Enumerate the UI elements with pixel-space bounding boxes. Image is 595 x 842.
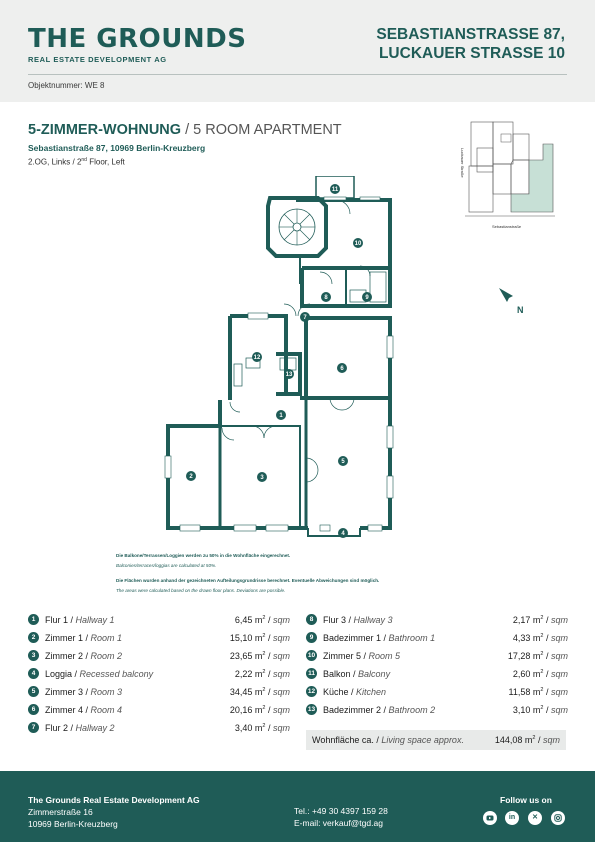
follow-us-label: Follow us on [500,795,552,805]
area-sup: 2 [262,723,266,729]
area-sup: 2 [532,735,536,741]
room-list-left [28,614,290,740]
room-name-en: Room 2 [90,651,123,661]
room-name-de: Zimmer 2 [45,651,83,661]
living-space-value: 144,08 $m^2$ / sqm [494,735,560,745]
room-area-value: 4,33 m [512,633,541,643]
area-sup: 2 [540,687,544,693]
room-area: 15,10 $m^2$ / sqm [229,633,290,643]
note-areas-en: The areas were calculated based on the drawn floor plans. Deviations are possible. [116,588,286,593]
room-name-de: Zimmer 3 [45,687,83,697]
plan-label-12: 12 [253,355,261,361]
area-sup: 2 [262,615,266,621]
floor-en-num: 2 [76,157,82,167]
room-name-de: Zimmer 1 [45,633,83,643]
room-name: Loggia / Recessed balcony [45,669,154,679]
room-number-badge: 5 [28,686,39,697]
room-name-de: Zimmer 5 [323,651,361,661]
area-sup: 2 [262,705,266,711]
room-area-unit: sqm [550,615,568,625]
note-balcony-de: Die Balkone/Terrassen/Loggien werden zu 50% in die Wohnfläche eingerechnet. [116,553,291,558]
room-name-de: Badezimmer 2 [323,705,382,715]
title-en: 5 ROOM APARTMENT [193,122,342,138]
room-area: 3,40 $m^2$ / sqm [234,723,290,733]
room-name-en: Room 3 [90,687,123,697]
room-area: 6,45 $m^2$ / sqm [234,615,290,625]
room-name: Badezimmer 1 / Bathroom 1 [323,633,436,643]
living-space-number: 144,08 m [494,735,533,745]
room-row [306,650,568,668]
room-name-en: Room 4 [90,705,123,715]
room-name: Zimmer 1 / Room 1 [45,633,123,643]
room-row [28,686,290,704]
room-row [306,668,568,686]
header-divider [28,74,567,75]
room-number-badge: 6 [28,704,39,715]
area-sup: 2 [262,687,266,693]
room-row [28,632,290,650]
site-plan-side-label: Luckauer Straße [460,148,465,178]
room-area-value: 3,10 m [512,705,541,715]
room-area-value: 2,22 m [234,669,263,679]
plan-label-13: 13 [285,372,293,378]
plan-label-11: 11 [331,187,339,193]
room-area-unit: sqm [272,633,290,643]
area-sup: 2 [540,651,544,657]
room-area: 34,45 $m^2$ / sqm [229,687,290,697]
north-arrow-icon [497,286,527,316]
living-space-label: Wohnfläche ca. / Living space approx. [312,735,464,745]
floor-de: 2.OG, Links [28,157,71,167]
object-number: Objektnummer: WE 8 [28,81,105,90]
logo: THE GROUNDS [28,24,247,54]
floor-plan [160,176,400,546]
room-area: 4,33 $m^2$ / sqm [512,633,568,643]
room-area-value: 17,28 m [507,651,541,661]
footer-city: 10969 Berlin-Kreuzberg [28,819,118,829]
room-number-badge: 12 [307,688,316,695]
room-name: Flur 3 / Hallway 3 [323,615,393,625]
floor-separator: / [72,157,75,167]
note-areas-de: Die Flächen wurden anhand der gezeichneten Aufteilungsgrundrisse berechnet. Eventuelle Abweichungen sind möglich. [116,578,380,583]
room-area: 20,16 $m^2$ / sqm [229,705,290,715]
area-sup: 2 [262,669,266,675]
room-number-badge: 2 [28,632,39,643]
room-row [306,614,568,632]
room-number-badge: 4 [28,668,39,679]
room-name: Zimmer 5 / Room 5 [323,651,401,661]
room-name: Zimmer 2 / Room 2 [45,651,123,661]
living-space-label-en: Living space approx. [381,735,464,745]
room-area-unit: sqm [550,633,568,643]
room-name: Küche / Kitchen [323,687,387,697]
plan-label-3: 3 [260,475,264,481]
plan-label-9: 9 [365,295,369,301]
room-area-value: 3,40 m [234,723,263,733]
room-number-badge: 8 [306,614,317,625]
room-area-unit: sqm [272,687,290,697]
room-name-de: Badezimmer 1 [323,633,382,643]
room-area-value: 15,10 m [229,633,263,643]
room-row [28,650,290,668]
room-name-en: Hallway 2 [75,723,115,733]
plan-label-8: 8 [324,295,328,301]
room-area: 2,17 $m^2$ / sqm [512,615,568,625]
living-space-label-de: Wohnfläche ca. [312,735,374,745]
room-name: Zimmer 3 / Room 3 [45,687,123,697]
room-area-unit: sqm [272,705,290,715]
site-plan [455,118,567,230]
room-list-right [306,614,568,722]
room-area-unit: sqm [272,651,290,661]
page-title [28,122,342,138]
room-area-value: 23,65 m [229,651,263,661]
xing-icon[interactable]: ✕ [528,811,542,825]
room-area: 2,60 $m^2$ / sqm [512,669,568,679]
room-area: 11,58 $m^2$ / sqm [508,687,568,697]
room-name: Flur 2 / Hallway 2 [45,723,115,733]
room-name-de: Flur 2 [45,723,69,733]
room-area: 23,65 $m^2$ / sqm [229,651,290,661]
room-row [28,614,290,632]
room-name-en: Bathroom 2 [388,705,436,715]
street-address: Sebastianstraße 87, 10969 Berlin-Kreuzberg [28,143,206,153]
living-space-total [306,730,566,750]
room-area: 3,10 $m^2$ / sqm [512,705,568,715]
room-number-badge: 9 [306,632,317,643]
room-name-de: Balkon [323,669,351,679]
area-sup: 2 [540,669,544,675]
room-row [306,686,568,704]
north-label: N [517,305,524,315]
floor-info [28,157,125,167]
room-area-value: 2,17 m [512,615,541,625]
area-sup: 2 [540,633,544,639]
room-area: 2,22 $m^2$ / sqm [234,669,290,679]
room-name-de: Loggia [45,669,73,679]
room-area-unit: sqm [550,705,568,715]
room-name: Balkon / Balcony [323,669,391,679]
room-number-badge: 13 [307,706,316,713]
area-sup: 2 [540,705,544,711]
area-sup: 2 [262,633,266,639]
room-area-unit: sqm [272,615,290,625]
room-name-en: Balcony [358,669,391,679]
youtube-icon[interactable] [483,811,497,825]
floor-en-rest: Floor, Left [89,157,125,167]
site-plan-bottom-label: Sebastianstraße [492,224,522,229]
room-name: Flur 1 / Hallway 1 [45,615,115,625]
room-name-de: Flur 3 [323,615,347,625]
header [0,0,595,102]
plan-label-7: 7 [303,315,307,321]
room-row [28,722,290,740]
linkedin-icon[interactable]: in [505,811,519,825]
room-name-en: Hallway 3 [353,615,393,625]
floor-en-sup: nd [81,157,87,163]
logo-subtitle: REAL ESTATE DEVELOPMENT AG [28,55,167,64]
plan-label-2: 2 [189,474,193,480]
room-area-value: 6,45 m [234,615,263,625]
room-name-en: Room 1 [90,633,123,643]
room-name: Zimmer 4 / Room 4 [45,705,123,715]
room-name-de: Flur 1 [45,615,69,625]
room-area: 17,28 $m^2$ / sqm [507,651,568,661]
plan-label-6: 6 [340,366,344,372]
room-area-value: 20,16 m [229,705,263,715]
footer-email[interactable]: E-mail: verkauf@tgd.ag [294,818,383,828]
room-row [28,668,290,686]
address-line-2: LUCKAUER STRASSE 10 [378,45,565,62]
area-sup: 2 [262,651,266,657]
room-area-unit: sqm [550,669,568,679]
room-area-value: 2,60 m [512,669,541,679]
address-line-1: SEBASTIANSTRASSE 87, [376,26,565,43]
room-area-value: 11,58 m [508,687,541,697]
room-area-unit: sqm [272,669,290,679]
room-number-badge: 3 [28,650,39,661]
instagram-icon[interactable] [551,811,565,825]
room-area-value: 34,45 m [229,687,263,697]
room-row [306,704,568,722]
room-number-badge: 11 [306,668,317,679]
room-name-de: Küche [323,687,349,697]
room-row [306,632,568,650]
footer-company: The Grounds Real Estate Development AG [28,795,200,805]
room-number-badge: 10 [307,652,316,659]
room-row [28,704,290,722]
plan-label-10: 10 [354,241,362,247]
footer [0,771,595,842]
room-area-unit: sqm [550,651,568,661]
room-name-en: Kitchen [356,687,387,697]
living-space-unit: sqm [542,735,560,745]
area-sup: 2 [540,615,544,621]
room-number-badge: 7 [28,722,39,733]
title-separator: / [185,122,190,138]
plan-label-4: 4 [341,531,345,537]
note-balcony-en: Balconies/terraces/loggias are calculated at 50%. [116,563,217,568]
room-name-en: Hallway 1 [75,615,115,625]
title-de: 5-ZIMMER-WOHNUNG [28,122,182,138]
room-name: Badezimmer 2 / Bathroom 2 [323,705,436,715]
room-area-unit: sqm [272,723,290,733]
footer-phone[interactable]: Tel.: +49 30 4397 159 28 [294,806,388,816]
room-name-en: Room 5 [368,651,401,661]
plan-label-1: 1 [279,413,283,419]
room-name-en: Bathroom 1 [388,633,436,643]
room-name-en: Recessed balcony [79,669,154,679]
plan-label-5: 5 [341,459,345,465]
room-name-de: Zimmer 4 [45,705,83,715]
room-number-badge: 1 [28,614,39,625]
room-area-unit: sqm [550,687,568,697]
footer-street: Zimmerstraße 16 [28,807,93,817]
